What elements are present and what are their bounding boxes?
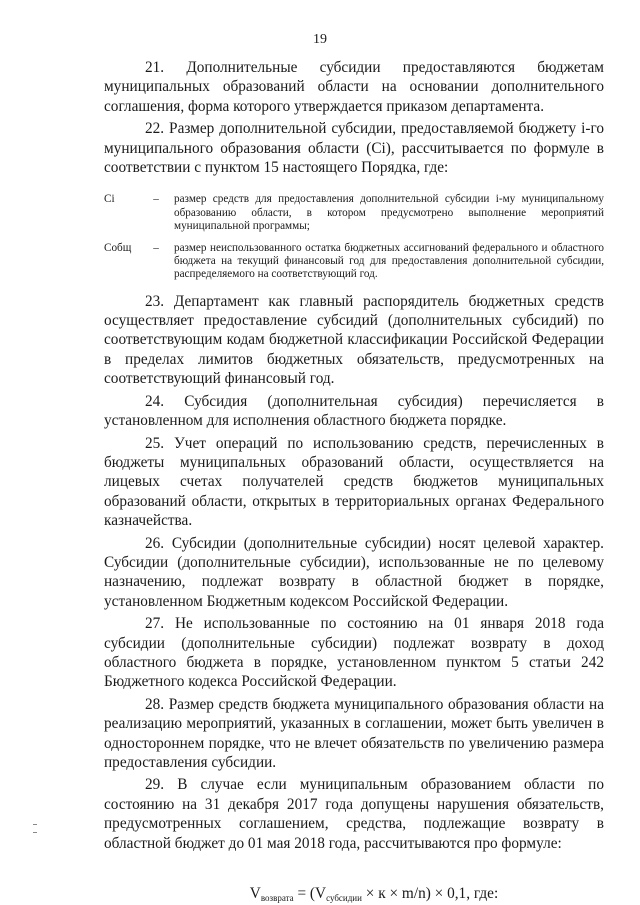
definition-dash: –: [153, 242, 159, 255]
definitions-list: [104, 193, 604, 281]
paragraph-24: 24. Субсидия (дополнительная субсидия) перечисляется в установленном для исполнения областного бюджета порядке.: [104, 392, 604, 430]
paragraph-29: 29. В случае если муниципальным образованием области по состоянию на 31 декабря 2017 года допущены нарушения обязательств, предусмотренных соглашением, средства, подлежащие возврату в областной бюджет до 01 мая 2018 года, рассчитываются про формуле:: [104, 776, 604, 852]
document-body: [104, 58, 604, 903]
formula-rhs-subscript: субсидии: [326, 893, 362, 904]
formula-lhs: V: [249, 885, 261, 903]
paragraph-21: 21. Дополнительные субсидии предоставляются бюджетам муниципальных образований области на основании дополнительного соглашения, форма которого утверждается приказом департамента.: [104, 59, 604, 115]
margin-mark: [33, 832, 37, 833]
definition-item: [104, 193, 604, 233]
paragraph-26: 26. Субсидии (дополнительные субсидии) носят целевой характер. Субсидии (дополнительные субсидии), использованные не по целевому назначению, подлежат возврату в областной бюджет в порядке, установленном Бюджетным кодексом Российской Федерации.: [104, 534, 604, 610]
paragraph-23: 23. Департамент как главный распорядитель бюджетных средств осуществляет предоставление субсидий (дополнительных субсидий) по соответствующим кодам бюджетной классификации Российской Федерации в пределах лимитов бюджетных обязательств, предусмотренных на соответствующий финансовый год.: [104, 292, 604, 388]
paragraph-25: 25. Учет операций по использованию средств, перечисленных в бюджеты муниципальных образований области, осуществляется на лицевых счетах получателей средств бюджетов муниципальных образований области, открытых в территориальных органах Федерального казначейства.: [104, 434, 604, 530]
definition-item: [104, 242, 604, 282]
formula: [104, 885, 604, 903]
formula-lhs-subscript: возврата: [260, 893, 294, 904]
definition-text: размер средств для предоставления дополнительной субсидии i-му муниципальному образованию области, в котором предусмотрено выполнение мероприятий муниципальной программы;: [174, 193, 604, 232]
definition-text: размер неиспользованного остатка бюджетных ассигнований федерального и областного бюджета на текущий финансовый год для предоставления дополнительной субсидии, распределяемого на соответствующий год.: [174, 242, 604, 281]
margin-mark: [33, 824, 37, 825]
definition-dash: –: [153, 193, 159, 206]
formula-equals-open: = (V: [293, 885, 327, 903]
paragraph-22: 22. Размер дополнительной субсидии, предоставляемой бюджету i-го муниципального образования области (Ci), рассчитывается по формуле в соответствии с пунктом 15 настоящего Порядка, где:: [104, 120, 604, 177]
paragraph-27: 27. Не использованные по состоянию на 01 января 2018 года субсидии (дополнительные субсидии) подлежат возврату в доход областного бюджета в порядке, установленном пунктом 5 статьи 242 Бюджетного кодекса Российской Федерации.: [104, 615, 604, 691]
definition-term: Ci: [104, 193, 115, 206]
formula-tail: × к × m/n) × 0,1, где:: [361, 885, 499, 903]
page-number: 19: [313, 32, 327, 47]
paragraph-28: 28. Размер средств бюджета муниципального образования области на реализацию мероприятий, указанных в соглашении, может быть увеличен в одностороннем порядке, что не влечет обязательств по увеличению размера предоставления субсидии.: [104, 695, 604, 771]
definition-term: Cобщ: [104, 242, 132, 255]
